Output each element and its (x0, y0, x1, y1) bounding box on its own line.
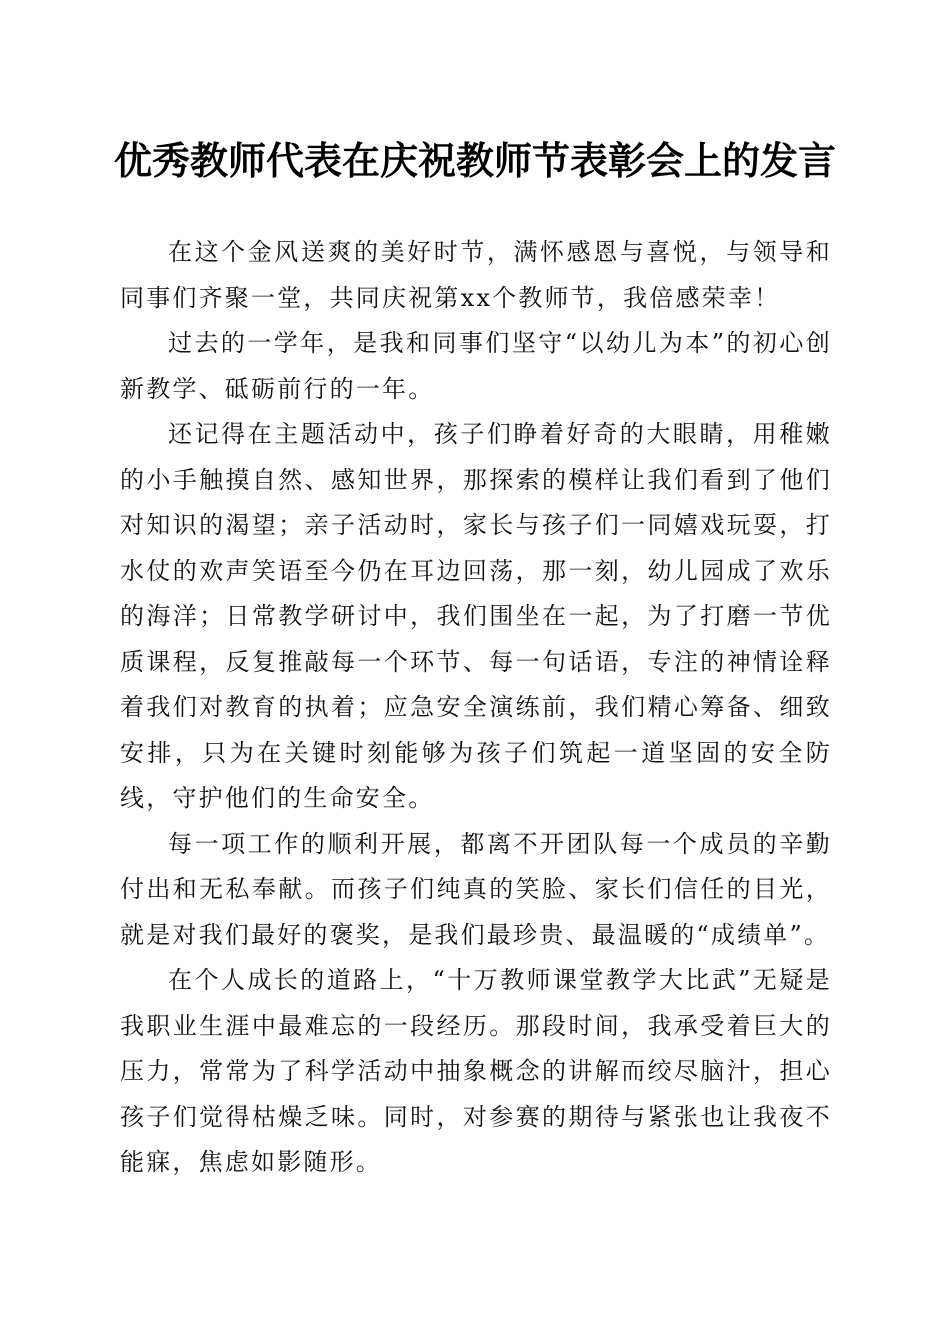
paragraph: 还记得在主题活动中，孩子们睁着好奇的大眼睛，用稚嫩的小手触摸自然、感知世界，那探索的模样让我们看到了他们对知识的渴望；亲子活动时，家长与孩子们一同嬉戏玩耍，打水仗的欢声笑语至今仍在耳边回荡，那一刻，幼儿园成了欢乐的海洋；日常教学研讨中，我们围坐在一起，为了打磨一节优质课程，反复推敲每一个环节、每一句话语，专注的神情诠释着我们对教育的执着；应急安全演练前，我们精心筹备、细致安排，只为在关键时刻能够为孩子们筑起一道坚固的安全防线，守护他们的生命安全。 (120, 420, 832, 812)
paragraph: 在个人成长的道路上，“十万教师课堂教学大比武”无疑是我职业生涯中最难忘的一段经历。那段时间，我承受着巨大的压力，常常为了科学活动中抽象概念的讲解而绞尽脑汁，担心孩子们觉得枯燥乏味。同时，对参赛的期待与紧张也让我夜不能寐，焦虑如影随形。 (120, 966, 832, 1176)
paragraph: 过去的一学年，是我和同事们坚守“以幼儿为本”的初心创新教学、砥砺前行的一年。 (120, 329, 832, 403)
paragraph: 在这个金风送爽的美好时节，满怀感恩与喜悦，与领导和同事们齐聚一堂，共同庆祝第xx个教师节，我倍感荣幸！ (120, 238, 832, 312)
document-body (120, 230, 832, 1186)
paragraph: 每一项工作的顺利开展，都离不开团队每一个成员的辛勤付出和无私奉献。而孩子们纯真的笑脸、家长们信任的目光，就是对我们最好的褒奖，是我们最珍贵、最温暖的“成绩单”。 (120, 829, 832, 949)
document-title: 优秀教师代表在庆祝教师节表彰会上的发言 (113, 138, 836, 183)
